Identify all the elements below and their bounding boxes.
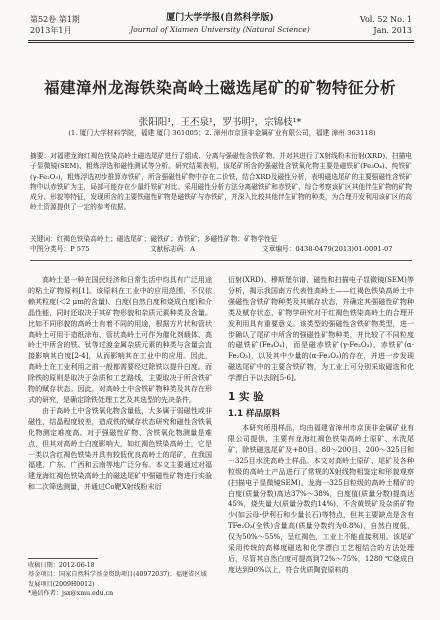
journal-name-cn: 厦门大学学报(自然科学版) [166,13,274,23]
volume-info: Vol. 52 No. 1 Jan. 2013 [359,15,412,35]
body-column-left [28,275,212,493]
received-date: 收稿日期：2012-06-18 [28,562,95,569]
author-list: 张阳阳¹，王丕泉¹，罗书明²，宗锦枝¹* [138,117,302,128]
footnote-rule [28,558,98,559]
clc-number: 中图分类号：P 575 [30,245,90,253]
affiliation: (1. 厦门大学材料学院，福建 厦门 361005；2. 漳州市京顶非金属矿业有限公司，福建 漳州 363118) [68,129,376,137]
abstract: 摘要：对福建龙海红褐色铁染高岭土磁选尾矿进行了组成、分离与强磁性含铁矿物、并对其进行了X射线粉末衍射(XRD)、扫描电子显微镜(SEM)、粗炼浮选和磁性测试等分析。研究结果表明，该尾矿所含的强磁性含铁氧化物主要是磁铁矿(Fe₃O₄)、纯铁矿(γ-Fe₂O₃)，粗炼浮选初步推算赤铁矿，所含强磁性矿物中存在二价铁，结合XRD及磁性分析，表明磁选尾矿的主要强磁性含铁矿物中以赤铁矿为主，局部可能存在少量纤铁矿对比。采用磁性分析方法分离磁铁矿和赤铁矿，综合考察该矿区其他伴生矿物的矿物成分、形貌等特征，发现所含的主要铁磁性矿物是磁铁矿与赤铁矿，并深入比较其他伴生矿物的种类，为合理开发利用该矿区的高岭土资源提供了一定的参考依据。 [30,152,412,212]
paragraph: 高岭土是一种在国民经济和日常生活中均具有广泛用途的粘土矿物原料[1]。该原料在工业中的应用范围，不仅依赖其粒度(＜2 μm的含量)、白度(自然白度和烧成白度)和介晶性能，同时还取决于其矿物形貌和杂质元素种类及含量。比如不同形貌的高岭土有着不同的用途，根据方片状和管状高岭土可用于造纸涂布、管状高岭土可作为催化剂载体、高岭土中所含的铁、钛等过渡金属杂质元素的种类与含量会直接影响其白度[2-4]，从而影响其在工业中的应用。因此，高岭土在工业利用之前一般都需要经过除铁以提升白度。而除铁的原则是取决于杂质和工艺路线，主要取决于所含铁矿物的赋存状态。因此，对高岭土中含铁矿物种类及其存在形式的研究，是确定除铁处理工艺及其选型的先决条件。 [28,276,212,404]
footnote [28,558,212,598]
section-heading: 1 实 验 [228,391,264,404]
article-title: 福建漳州龙海铁染高岭土磁选尾矿的矿物特征分析 [43,79,396,97]
document-code: 文献标志码：A [150,245,195,253]
header-rule-thin [28,42,414,43]
header-rule [28,40,414,41]
running-header [0,10,440,40]
subsection-heading: 1.1 样品原料 [228,409,281,420]
keywords: 关键词：红褐色铁染高岭土；磁选尾矿；磁铁矿；赤铁矿；多磁性矿物；矿物学性征 [30,235,278,243]
issue-info: 第52卷 第1期 2013年1月 [30,15,80,35]
paragraph: 本研究所用样品，均由福建省漳州市京顶非金属矿业有限公司提供，主要有龙海红褐色铁染高岭土原矿、水洗尾矿、除铁磁选尾矿及+80目、80～200目、200～325目和－325目水洗高岭土样品。本文对高岭土原矿、尾矿及各种粒级的高岭土产品进行了常规的X射线物相鉴定和形貌观察(扫描电子显微镜SEM)。龙海一325目粒级的高岭土精矿的白度(质量分数)高达37%～38%，白度值(质量分数)提高达45%，烧失量大(质量分数约14%)，不含黄铁矿及杂质矿物少(如云母-伊利石和少量长石)等特点，但其主要缺点是含有TFe₂O₃(全铁)含量高(质量分数约为0.8%)，自然白度低，仅为50%～55%，呈红褐色，工业上不能直接利用。该尾矿采用传统的高梯度磁选和化学漂白工艺相结合的方法处理后，尽管其自然白度可提高到72%～75%，1280 ℃烧成白度达到90%以上，符合优质陶瓷原料的 [228,424,414,574]
fund-info: 基金项目：国家自然科学基金资助项目(40972037)；福建省区域发展项目(2009H0012) [28,571,207,588]
body-column-right [228,275,414,576]
abstract-rule [30,260,412,261]
journal-name-en: Journal of Xiamen University (Natural Science) [130,25,310,34]
corresponding-email: *通信作者：jsx@xmu.edu.cn [28,589,114,597]
paragraph: 衍射(XRD)、穆斯堡尔谱、磁性和扫描电子显微镜(SEM)等分析，揭示我国南方代表性高岭土——红褐色铁染高岭土中强磁性含铁矿物种类及其赋存状态，并确定其强磁性矿物种类及赋存状态，矿物学研究对于红褐色铁染高岭土的合理开发利用具有重要意义。该类型的强磁性含铁矿物类型，进一步确认了尾矿中所含的强磁性矿物种类，并比较了不同粒度的磁铁矿(Fe₃O₄)，而是磁赤铁矿(γ-Fe₂O₃)、赤铁矿(α-Fe₂O₃)，以及其中少量的(α-Fe₂O₃)的存在，并进一步发现磁选尾矿中的主要含铁矿物，为工业上可分别采取磁选和化学漂白予以去除[5-6]。 [228,276,414,383]
paragraph: 由于高岭土中含铁氧化物含量低，大多属于弱磁性或非磁性，结晶程度较差，造成铁的赋存状态研究和磁性含铁氧化物测定难度高。对于强磁性矿物、含铁氧化物测量是难点，但其对高岭土白度影响大，如红褐色铁染高岭土，它是一类以含红褐色铁染并具有较低优良高岭土的尾矿，在我国福建、广东、广西和云南等地广泛分布。本文主要通过对福建龙海红褐色铁染高岭土的磁选尾矿中强磁性矿物进行实验和二次筛选测量，并通过Co靶X射线粉末衍 [28,406,212,492]
article-number: 文章编号：0438-0479(2013)01-0091-07 [262,245,393,253]
